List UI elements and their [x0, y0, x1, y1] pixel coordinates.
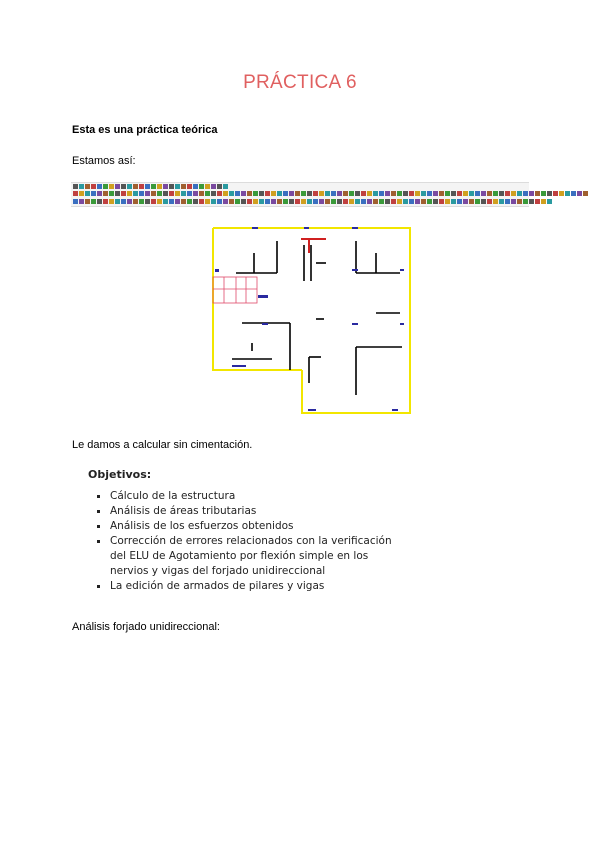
- toolbar-icon: [169, 191, 174, 196]
- toolbar-icon: [259, 199, 264, 204]
- toolbar-icon: [121, 184, 126, 189]
- objectives-list: [88, 489, 408, 594]
- toolbar-icon: [457, 199, 462, 204]
- subtitle: Esta es una práctica teórica: [72, 124, 218, 136]
- toolbar-icon: [421, 199, 426, 204]
- toolbar-icon: [181, 199, 186, 204]
- toolbar-icon: [253, 199, 258, 204]
- toolbar-row-title: [73, 183, 228, 190]
- toolbar-icon: [409, 191, 414, 196]
- toolbar-icon: [445, 191, 450, 196]
- objectives-heading: Objetivos:: [88, 468, 152, 481]
- toolbar-icon: [253, 191, 258, 196]
- toolbar-icon: [529, 199, 534, 204]
- toolbar-icon: [541, 199, 546, 204]
- toolbar-icon: [265, 199, 270, 204]
- toolbar-icon: [199, 199, 204, 204]
- toolbar-icon: [469, 199, 474, 204]
- toolbar-icon: [313, 191, 318, 196]
- toolbar-icon: [181, 191, 186, 196]
- toolbar-icon: [547, 191, 552, 196]
- calc-text: Le damos a calcular sin cimentación.: [72, 439, 253, 451]
- toolbar-icon: [583, 191, 588, 196]
- toolbar-icon: [175, 184, 180, 189]
- toolbar-icon: [145, 191, 150, 196]
- toolbar-icon: [301, 199, 306, 204]
- toolbar-icon: [163, 199, 168, 204]
- toolbar-icon: [175, 191, 180, 196]
- toolbar-icon: [157, 199, 162, 204]
- toolbar-icon: [295, 199, 300, 204]
- toolbar-icon: [343, 199, 348, 204]
- software-toolbar-screenshot: [71, 182, 529, 207]
- toolbar-icon: [151, 191, 156, 196]
- toolbar-icon: [517, 191, 522, 196]
- toolbar-icon: [511, 199, 516, 204]
- toolbar-icon: [199, 191, 204, 196]
- toolbar-icon: [397, 199, 402, 204]
- toolbar-icon: [217, 199, 222, 204]
- toolbar-icon: [193, 184, 198, 189]
- toolbar-icon: [439, 191, 444, 196]
- toolbar-icon: [481, 191, 486, 196]
- toolbar-icon: [169, 184, 174, 189]
- list-item: Corrección de errores relacionados con la verificación del ELU de Agotamiento por flexión simple en los nervios y vigas del forjado unidireccional: [110, 534, 408, 579]
- toolbar-icon: [193, 191, 198, 196]
- toolbar-icon: [445, 199, 450, 204]
- toolbar-icon: [163, 184, 168, 189]
- toolbar-icon: [367, 199, 372, 204]
- toolbar-icon: [373, 191, 378, 196]
- toolbar-icon: [409, 199, 414, 204]
- toolbar-icon: [265, 191, 270, 196]
- toolbar-icon: [73, 191, 78, 196]
- toolbar-icon: [217, 191, 222, 196]
- toolbar-icon: [115, 191, 120, 196]
- toolbar-icon: [211, 199, 216, 204]
- toolbar-icon: [427, 199, 432, 204]
- toolbar-icon: [505, 199, 510, 204]
- toolbar-row-main: [73, 190, 588, 197]
- toolbar-icon: [463, 191, 468, 196]
- toolbar-icon: [235, 191, 240, 196]
- toolbar-icon: [487, 199, 492, 204]
- toolbar-icon: [433, 191, 438, 196]
- toolbar-icon: [391, 191, 396, 196]
- toolbar-icon: [133, 191, 138, 196]
- toolbar-icon: [133, 199, 138, 204]
- toolbar-icon: [379, 199, 384, 204]
- toolbar-icon: [529, 191, 534, 196]
- toolbar-icon: [193, 199, 198, 204]
- toolbar-icon: [181, 184, 186, 189]
- toolbar-icon: [223, 191, 228, 196]
- toolbar-icon: [547, 199, 552, 204]
- toolbar-icon: [295, 191, 300, 196]
- toolbar-icon: [343, 191, 348, 196]
- toolbar-icon: [145, 199, 150, 204]
- toolbar-icon: [283, 199, 288, 204]
- toolbar-icon: [463, 199, 468, 204]
- toolbar-icon: [97, 199, 102, 204]
- toolbar-icon: [475, 191, 480, 196]
- toolbar-icon: [319, 191, 324, 196]
- toolbar-icon: [307, 199, 312, 204]
- toolbar-icon: [319, 199, 324, 204]
- toolbar-icon: [313, 199, 318, 204]
- toolbar-icon: [487, 191, 492, 196]
- toolbar-icon: [73, 184, 78, 189]
- toolbar-icon: [451, 199, 456, 204]
- toolbar-icon: [451, 191, 456, 196]
- toolbar-icon: [109, 199, 114, 204]
- toolbar-icon: [157, 184, 162, 189]
- toolbar-icon: [427, 191, 432, 196]
- toolbar-icon: [109, 191, 114, 196]
- toolbar-icon: [187, 191, 192, 196]
- toolbar-icon: [103, 184, 108, 189]
- toolbar-icon: [223, 184, 228, 189]
- toolbar-icon: [385, 199, 390, 204]
- toolbar-icon: [109, 184, 114, 189]
- toolbar-icon: [499, 199, 504, 204]
- toolbar-icon: [535, 191, 540, 196]
- toolbar-icon: [133, 184, 138, 189]
- toolbar-icon: [415, 199, 420, 204]
- toolbar-icon: [79, 184, 84, 189]
- page-title: PRÁCTICA 6: [243, 72, 357, 93]
- section-heading: Análisis forjado unidireccional:: [72, 621, 220, 633]
- toolbar-icon: [151, 184, 156, 189]
- toolbar-icon: [241, 191, 246, 196]
- toolbar-icon: [115, 184, 120, 189]
- toolbar-icon: [475, 199, 480, 204]
- toolbar-icon: [349, 199, 354, 204]
- toolbar-icon: [379, 191, 384, 196]
- toolbar-icon: [211, 184, 216, 189]
- toolbar-icon: [523, 199, 528, 204]
- toolbar-icon: [289, 191, 294, 196]
- toolbar-icon: [205, 184, 210, 189]
- toolbar-icon: [79, 191, 84, 196]
- toolbar-icon: [511, 191, 516, 196]
- toolbar-icon: [85, 184, 90, 189]
- toolbar-icon: [289, 199, 294, 204]
- toolbar-icon: [97, 191, 102, 196]
- toolbar-icon: [373, 199, 378, 204]
- toolbar-icon: [241, 199, 246, 204]
- toolbar-icon: [205, 191, 210, 196]
- toolbar-icon: [559, 191, 564, 196]
- toolbar-icon: [385, 191, 390, 196]
- toolbar-icon: [103, 199, 108, 204]
- toolbar-icon: [73, 199, 78, 204]
- toolbar-icon: [571, 191, 576, 196]
- toolbar-icon: [493, 191, 498, 196]
- toolbar-icon: [301, 191, 306, 196]
- toolbar-icon: [505, 191, 510, 196]
- toolbar-icon: [277, 191, 282, 196]
- toolbar-icon: [259, 191, 264, 196]
- toolbar-icon: [127, 191, 132, 196]
- list-item: Cálculo de la estructura: [110, 489, 408, 504]
- toolbar-icon: [517, 199, 522, 204]
- toolbar-icon: [145, 184, 150, 189]
- toolbar-icon: [103, 191, 108, 196]
- toolbar-icon: [217, 184, 222, 189]
- toolbar-icon: [127, 199, 132, 204]
- toolbar-icon: [163, 191, 168, 196]
- toolbar-icon: [349, 191, 354, 196]
- toolbar-icon: [175, 199, 180, 204]
- toolbar-icon: [157, 191, 162, 196]
- toolbar-icon: [523, 191, 528, 196]
- toolbar-icon: [577, 191, 582, 196]
- toolbar-icon: [211, 191, 216, 196]
- toolbar-icon: [433, 199, 438, 204]
- toolbar-icon: [271, 191, 276, 196]
- objectives-box: [88, 468, 408, 594]
- toolbar-icon: [415, 191, 420, 196]
- toolbar-icon: [355, 199, 360, 204]
- toolbar-icon: [439, 199, 444, 204]
- toolbar-icon: [127, 184, 132, 189]
- toolbar-icon: [139, 199, 144, 204]
- toolbar-icon: [367, 191, 372, 196]
- toolbar-icon: [325, 191, 330, 196]
- toolbar-icon: [91, 191, 96, 196]
- toolbar-icon: [271, 199, 276, 204]
- toolbar-icon: [121, 199, 126, 204]
- toolbar-icon: [421, 191, 426, 196]
- toolbar-icon: [331, 191, 336, 196]
- toolbar-icon: [235, 199, 240, 204]
- toolbar-icon: [151, 199, 156, 204]
- toolbar-icon: [307, 191, 312, 196]
- toolbar-icon: [97, 184, 102, 189]
- toolbar-icon: [403, 191, 408, 196]
- list-item: La edición de armados de pilares y vigas: [110, 579, 408, 594]
- toolbar-icon: [283, 191, 288, 196]
- toolbar-icon: [187, 184, 192, 189]
- toolbar-icon: [205, 199, 210, 204]
- toolbar-icon: [229, 191, 234, 196]
- list-item: Análisis de áreas tributarias: [110, 504, 408, 519]
- toolbar-icon: [325, 199, 330, 204]
- toolbar-icon: [361, 191, 366, 196]
- toolbar-icon: [541, 191, 546, 196]
- toolbar-icon: [115, 199, 120, 204]
- toolbar-icon: [553, 191, 558, 196]
- slab-panel: [213, 277, 257, 303]
- toolbar-icon: [535, 199, 540, 204]
- status-text: Estamos así:: [72, 155, 136, 167]
- list-item: Análisis de los esfuerzos obtenidos: [110, 519, 408, 534]
- toolbar-icon: [79, 199, 84, 204]
- toolbar-icon: [481, 199, 486, 204]
- toolbar-icon: [223, 199, 228, 204]
- toolbar-icon: [499, 191, 504, 196]
- toolbar-icon: [337, 191, 342, 196]
- toolbar-icon: [493, 199, 498, 204]
- toolbar-icon: [91, 184, 96, 189]
- toolbar-icon: [565, 191, 570, 196]
- toolbar-icon: [85, 191, 90, 196]
- toolbar-icon: [469, 191, 474, 196]
- toolbar-icon: [199, 184, 204, 189]
- toolbar-icon: [361, 199, 366, 204]
- toolbar-icon: [187, 199, 192, 204]
- toolbar-icon: [247, 191, 252, 196]
- toolbar-icon: [331, 199, 336, 204]
- toolbar-icon: [391, 199, 396, 204]
- toolbar-icon: [355, 191, 360, 196]
- toolbar-icon: [457, 191, 462, 196]
- toolbar-icon: [337, 199, 342, 204]
- toolbar-icon: [139, 191, 144, 196]
- walls: [232, 241, 402, 395]
- toolbar-icon: [121, 191, 126, 196]
- toolbar-icon: [247, 199, 252, 204]
- toolbar-icon: [403, 199, 408, 204]
- toolbar-icon: [277, 199, 282, 204]
- toolbar-row-secondary: [73, 198, 552, 205]
- toolbar-icon: [139, 184, 144, 189]
- toolbar-icon: [91, 199, 96, 204]
- structural-floor-plan: [212, 223, 430, 419]
- toolbar-icon: [397, 191, 402, 196]
- toolbar-icon: [169, 199, 174, 204]
- toolbar-icon: [229, 199, 234, 204]
- toolbar-icon: [85, 199, 90, 204]
